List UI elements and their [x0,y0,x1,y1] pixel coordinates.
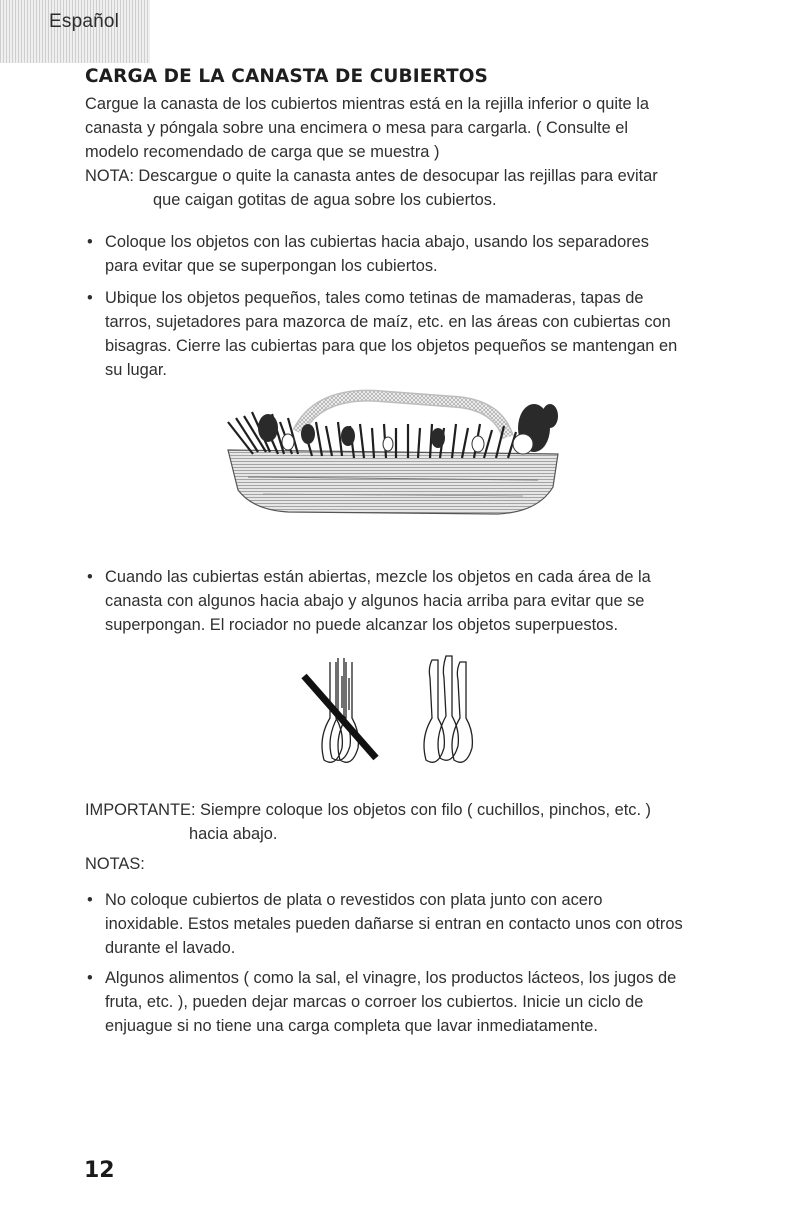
bullet-line: inoxidable. Estos metales pueden dañarse si entran en contacto unos con otros [105,915,683,933]
bullet-line: Ubique los objetos pequeños, tales como tetinas de mamaderas, tapas de [105,289,644,307]
notas-label: NOTAS: [85,855,145,873]
language-tab [0,0,150,63]
bullet-dot: • [87,891,93,909]
bullet-line: fruta, etc. ), pueden dejar marcas o corroer los cubiertos. Inicie un ciclo de [105,993,644,1011]
importante-line: IMPORTANTE: Siempre coloque los objetos con filo ( cuchillos, pinchos, etc. ) [85,801,652,819]
bullet-line: canasta con algunos hacia abajo y algunos hacia arriba para evitar que se [105,592,645,610]
language-tab-label: Español [49,11,120,32]
silverware-basket-icon [208,382,578,522]
bullet-line: bisagras. Cierre las cubiertas para que los objetos pequeños se mantengan en [105,337,678,355]
bullet-dot: • [87,289,93,307]
bullet-line: su lugar. [105,361,167,379]
bullet-dot: • [87,568,93,586]
bullet-line: Coloque los objetos con las cubiertas hacia abajo, usando los separadores [105,233,649,251]
bullet-line: para evitar que se superpongan los cubiertos. [105,257,438,275]
bullet-line: enjuague si no tiene una carga completa que lavar inmediatamente. [105,1017,598,1035]
nota-paragraph [85,164,725,212]
bullet-line: Cuando las cubiertas están abiertas, mezcle los objetos en cada área de la [105,568,651,586]
intro-line: Cargue la canasta de los cubiertos mientras está en la rejilla inferior o quite la [85,95,649,113]
intro-line: modelo recomendado de carga que se muestra ) [85,143,440,161]
importante-line: hacia abajo. [189,825,278,843]
bullet-line: tarros, sujetadores para mazorca de maíz, etc. en las áreas con cubiertas con [105,313,671,331]
bullet-line: No coloque cubiertos de plata o revestidos con plata junto con acero [105,891,603,909]
bullet-item [85,888,725,960]
intro-line: canasta y póngala sobre una encimera o mesa para cargarla. ( Consulte el [85,119,629,137]
nota-line: NOTA: Descargue o quite la canasta antes de desocupar las rejillas para evitar [85,167,658,185]
bullet-item [85,286,725,382]
importante-paragraph [85,798,725,846]
bullet-line: durante el lavado. [105,939,236,957]
bullet-item [85,230,725,278]
nesting-utensils-icon [300,648,500,773]
section-title: CARGA DE LA CANASTA DE CUBIERTOS [85,66,488,87]
bullet-item [85,966,725,1038]
page-number: 12 [84,1158,115,1183]
bullet-line: Algunos alimentos ( como la sal, el vinagre, los productos lácteos, los jugos de [105,969,677,987]
intro-paragraph [85,92,725,164]
bullet-dot: • [87,969,93,987]
bullet-item [85,565,725,637]
bullet-line: superpongan. El rociador no puede alcanzar los objetos superpuestos. [105,616,618,634]
bullet-dot: • [87,233,93,251]
nota-line: que caigan gotitas de agua sobre los cubiertos. [153,191,497,209]
